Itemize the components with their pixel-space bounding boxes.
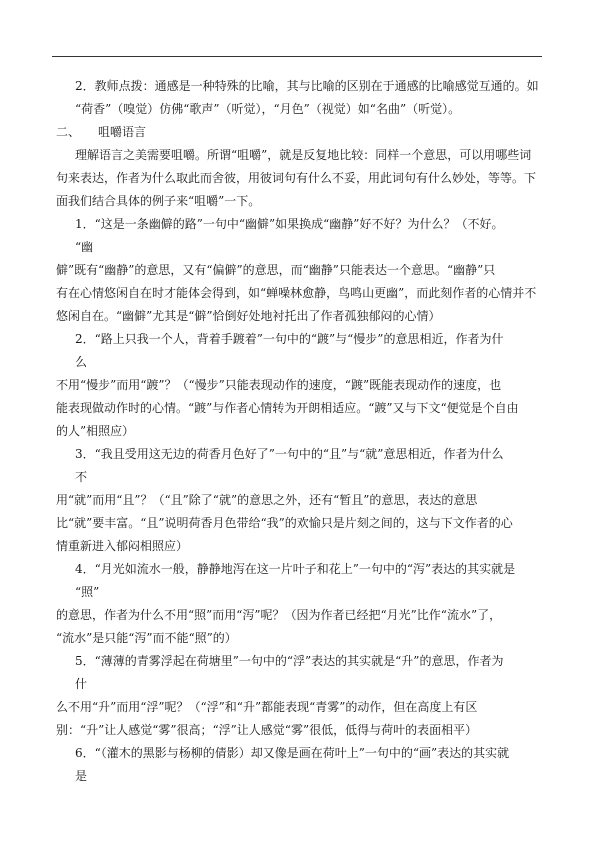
text-line: 用“就”而用“且”？（“且”除了“就”的意思之外，还有“暂且”的意思，表达的意思: [56, 493, 478, 507]
text-line: 的人”相照应）: [56, 424, 135, 438]
question-line: 3．“我且受用这无边的荷香月色好了”一句中的“且”与“就”意思相近，作者为什么: [75, 447, 504, 461]
header-rule: [52, 56, 542, 57]
text-line: 僻”既有“幽静”的意思，又有“偏僻”的意思，而“幽静”只能表达一个意思。“幽静”只: [56, 263, 496, 277]
section-heading: 二、 咀嚼语言: [56, 125, 147, 139]
question-line: 4．“月光如流水一般，静静地泻在这一片叶子和花上”一句中的“泻”表达的其实就是: [75, 562, 516, 576]
text-line: 比“就”要丰富。“且”说明荷香月色带给“我”的欢愉只是片刻之间的，这与下文作者的心: [56, 516, 513, 530]
text-line: 是: [75, 769, 88, 783]
text-line: 悠闲自在。“幽僻”尤其是“僻”恰倒好处地衬托出了作者孤独郁闷的心情）: [56, 309, 441, 323]
question-line: 1．“这是一条幽僻的路”一句中“幽僻”如果换成“幽静”好不好？为什么？（不好。: [75, 217, 504, 231]
text-line: 不: [75, 470, 88, 484]
text-line: 有在心情悠闲自在时才能体会得到，如“蝉噪林愈静，鸟鸣山更幽”，而此刻作者的心情并不: [56, 286, 537, 300]
text-line: 别：“升”让人感觉“雾”很高；“浮”让人感觉“雾”很低，低得与荷叶的表面相平）: [56, 723, 478, 737]
text-line: 么不用“升”而用“浮”呢？（“浮”和“升”都能表现“青雾”的动作，但在高度上有区: [56, 700, 478, 714]
question-line: 2．“路上只我一个人，背着手踱着”一句中的“踱”与“慢步”的意思相近，作者为什: [75, 332, 504, 346]
question-line: 6．“（灌木的黑影与杨柳的倩影）却又像是画在荷叶上”一句中的“画”表达的其实就: [75, 746, 510, 760]
text-line: “荷香”（嗅觉）仿佛“歌声”（听觉），“月色”（视觉）如“名曲”（听觉）。: [75, 102, 461, 116]
text-line: 2．教师点拨：通感是一种特殊的比喻，其与比喻的区别在于通感的比喻感觉互通的。如: [75, 79, 539, 93]
text-line: “流水”是只能“泻”而不能“照”的）: [56, 631, 237, 645]
text-line: 能表现做动作时的心情。“踱”与作者心情转为开朗相适应。“踱”又与下文“便觉是个自由: [56, 401, 519, 415]
text-line: 么: [75, 355, 88, 369]
text-line: “幽: [75, 240, 94, 254]
text-line: “照”: [75, 585, 100, 599]
text-line: 的意思，作者为什么不用“照”而用“泻”呢？（因为作者已经把“月光”比作“流水”了，: [56, 608, 502, 622]
text-line: 理解语言之美需要咀嚼。所谓“咀嚼”，就是反复地比较：同样一个意思，可以用哪些词: [75, 148, 532, 162]
text-line: 什: [75, 677, 88, 691]
question-line: 5．“薄薄的青雾浮起在荷塘里”一句中的“浮”表达的其实就是“升”的意思，作者为: [75, 654, 504, 668]
text-line: 不用“慢步”而用“踱”？（“慢步”只能表现动作的速度，“踱”既能表现动作的速度，也: [56, 378, 502, 392]
text-line: 情重新进入郁闷相照应）: [56, 539, 189, 553]
text-line: 句来表达，作者为什么取此而舍彼，用彼词句有什么不妥，用此词句有什么妙处，等等。下: [56, 171, 537, 185]
text-line: 面我们结合具体的例子来“咀嚼”一下。: [56, 194, 261, 208]
